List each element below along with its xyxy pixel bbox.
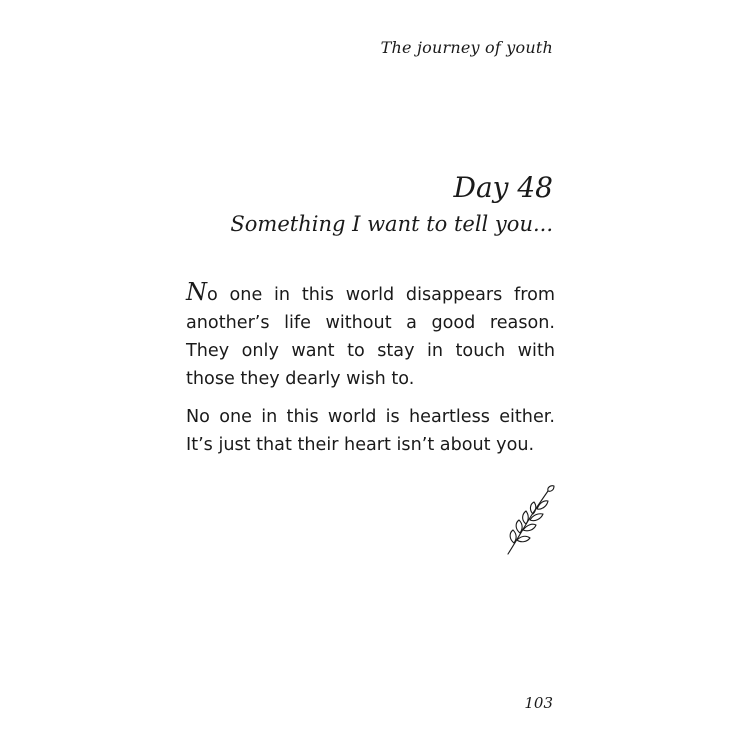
paragraph-1 bbox=[186, 278, 555, 393]
day-title: Day 48 bbox=[453, 171, 553, 204]
drop-cap: N bbox=[186, 278, 207, 306]
paragraph-1-text: o one in this world disappears from another’s life without a good reason. They only want to stay in touch with those they dearly wish to. bbox=[186, 285, 555, 389]
running-title: The journey of youth bbox=[380, 38, 553, 57]
entry-subtitle: Something I want to tell you... bbox=[230, 212, 553, 236]
page-number: 103 bbox=[524, 694, 553, 712]
entry-body bbox=[186, 278, 555, 469]
paragraph-2: No one in this world is heartless either. It’s just that their heart isn’t about you. bbox=[186, 407, 555, 455]
leaf-sprig-icon bbox=[505, 485, 557, 557]
